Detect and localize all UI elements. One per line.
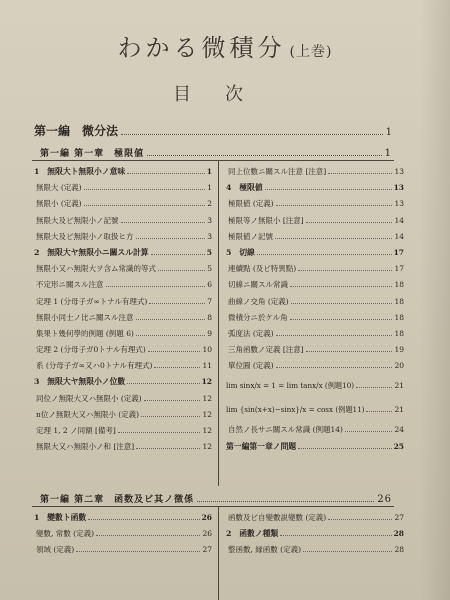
entry-page: 12 [201,377,212,387]
entry-title: 定理 2 (分母子ガ0トナル有理式) [36,345,146,355]
toc-section [34,164,212,180]
entry-title: 弧度法 (定義) [228,328,274,338]
entry-title: 極限値ノ記號 [228,231,273,241]
divider-rule [32,506,394,507]
entry-page: 20 [394,361,404,371]
entry-title: 2 函數ノ種類 [226,529,279,539]
entry-title: 無限小同士ノ比ニ關スル注意 [36,312,134,322]
toc-entry [226,398,404,422]
toc-section [226,245,404,261]
toc-entry [34,391,212,407]
column-divider [218,506,219,600]
toc-heading: 目次 [173,84,277,105]
toc-section [226,180,404,196]
entry-title: 3 無限大ヤ無限小ノ位數 [34,377,126,387]
leader-dots [298,269,392,271]
entry-page: 12 [202,442,212,452]
toc-entry [226,326,404,342]
entry-page: 27 [202,545,212,555]
toc-entry [34,342,212,358]
entry-page: 28 [393,529,404,539]
entry-page: 18 [394,312,404,322]
toc-entry [226,542,404,558]
entry-page: 3 [207,231,212,241]
entry-title: 切線ニ關スル常識 [228,280,288,290]
toc-entry [34,542,212,558]
entry-page: 2 [207,199,212,209]
entry-page: 9 [207,328,212,338]
toc-entry [226,342,404,358]
entry-page: 5 [207,264,212,274]
toc-column-right-2 [226,510,404,559]
leader-dots [149,302,205,304]
leader-dots [84,204,205,206]
entry-page: 13 [394,167,404,176]
leader-dots [154,366,200,368]
leader-dots [280,534,391,536]
toc-entry [226,213,404,229]
toc-section [226,439,404,455]
leader-dots [136,334,205,336]
entry-page: 18 [394,296,404,306]
toc-entry [34,180,212,196]
toc-entry [226,229,404,245]
toc-entry [34,277,212,293]
leader-dots [276,204,393,206]
entry-title: 單位圓 (定義) [228,361,274,371]
chapter-page: 26 [377,494,392,505]
entry-page: 8 [207,312,212,322]
entry-page: 11 [202,361,212,371]
entry-title: 1 變數ト函數 [34,513,87,522]
leader-dots [127,172,205,174]
leader-dots [276,334,393,336]
entry-title: 2 無限大ヤ無限小ニ關スル計算 [34,247,149,257]
entry-title: lim {sin(x+x)−sinx}/x = cosx (例題11) [226,405,365,415]
entry-page: 14 [394,215,404,225]
page-edge-shadow [420,0,450,600]
leader-dots [148,350,201,352]
divider-rule [32,160,394,161]
leader-dots [147,154,381,156]
toc-entry [226,294,404,310]
entry-page: 17 [394,264,404,274]
entry-title: 領域 (定義) [36,545,75,555]
entry-page: 5 [206,247,212,257]
entry-title: 無限小 (定義) [36,199,82,209]
entry-title: 變數, 常數 (定義) [36,529,95,539]
book-title-main: わかる微積分 [117,34,286,62]
leader-dots [84,188,205,190]
entry-page: 13 [394,199,404,209]
entry-title: 整函數, 縁函數 (定義) [228,545,302,555]
leader-dots [276,366,393,368]
entry-title: 不定形ニ關スル注意 [36,280,104,290]
entry-title: 1 無限大ト無限小ノ意味 [34,167,126,176]
entry-page: 21 [394,405,404,415]
toc-entry [34,358,212,374]
entry-title: 無限小又ハ無限大ヲ含ム常識的等式 [36,264,156,274]
toc-entry [34,526,212,542]
entry-title: 曲線ノ交角 (定義) [228,296,289,306]
leader-dots [121,221,206,223]
leader-dots [106,285,206,287]
book-title-volume: (上巻) [289,44,333,60]
toc-entry [34,407,212,423]
leader-dots [76,550,200,552]
entry-title: 5 切線 [226,247,255,257]
leader-dots [96,534,200,536]
entry-title: 函數及ビ自變數説變數 (定義) [228,513,327,522]
toc-entry [34,213,212,229]
entry-title: 定理 1, 2 ノ同額 [備考] [36,426,116,435]
toc-entry [34,310,212,326]
leader-dots [291,302,393,304]
entry-title: 無限大及ビ無限小ノ記號 [36,215,119,225]
entry-page: 26 [201,513,212,522]
leader-dots [197,500,374,502]
toc-entry [226,261,404,277]
leader-dots [127,382,199,384]
entry-page: 18 [394,280,404,290]
leader-dots [290,318,393,320]
entry-title: 自然ノ長サニ關スル常識 (例題14) [228,425,343,435]
leader-dots [290,285,392,287]
toc-section [34,245,212,261]
toc-entry [226,310,404,326]
leader-dots [306,350,393,352]
entry-title: 連續點 (及ビ特異點) [228,264,297,274]
entry-title: 同位ノ無限大又ハ無限小 (定義) [36,393,142,403]
entry-page: 10 [202,345,212,355]
entry-page: 1 [206,167,212,176]
entry-page: 6 [207,280,212,290]
entry-title: 第一編第一章ノ問題 [226,441,297,451]
toc-section [34,510,212,526]
toc-entry [226,374,404,398]
leader-dots [118,431,201,433]
toc-section [226,526,404,542]
leader-dots [356,386,392,388]
toc-entry [34,229,212,245]
leader-dots [345,430,392,432]
entry-title: 三角函數ノ定義 [注意] [228,345,304,355]
leader-dots [328,172,392,174]
entry-title: 極限値 (定義) [228,199,274,209]
leader-dots [265,188,392,190]
chapter-label: 第一編 第二章 函数及ビ其ノ徴係 [40,495,195,505]
book-title [0,28,450,63]
entry-title: lim sinx/x = 1 = lim tanx/x (例題10) [226,381,355,391]
entry-page: 13 [393,183,404,193]
entry-page: 24 [394,425,404,435]
entry-title: 4 極限値 [226,183,263,193]
toc-column-right [226,164,404,455]
entry-page: 27 [394,513,404,522]
leader-dots [144,399,201,401]
column-divider [218,160,219,486]
leader-dots [136,237,206,239]
leader-dots [158,269,205,271]
leader-dots [366,410,392,412]
toc-entry [34,423,212,439]
leader-dots [257,253,392,255]
entry-title: 無限大 (定義) [36,183,82,193]
toc-entry [226,510,404,526]
leader-dots [121,133,383,135]
entry-page: 26 [202,529,212,539]
leader-dots [328,518,392,520]
toc-entry [34,294,212,310]
entry-title: n位ノ無限大又ハ無限小 (定義) [36,409,140,419]
toc-entry [226,196,404,212]
toc-section [34,374,212,390]
toc-entry [226,164,404,180]
entry-title: 無限大及ビ無限小ノ取扱ヒ方 [36,231,134,241]
entry-title: 集果ト幾何學的例題 (例題 6) [36,328,134,338]
entry-title: 無限大又ハ無限小ノ和 [注意] [36,442,135,452]
part-label: 第一編 微分法 [34,124,119,138]
entry-title: 極限等ノ無限小 [注意] [228,215,304,225]
entry-page: 25 [393,441,404,451]
entry-page: 7 [207,296,212,306]
chapter-page: 1 [384,148,392,159]
toc-entry [34,261,212,277]
entry-page: 18 [394,328,404,338]
toc-column-left [34,164,212,455]
entry-page: 12 [202,409,212,419]
toc-entry [226,277,404,293]
toc-column-left-2 [34,510,212,559]
entry-page: 21 [394,381,404,391]
leader-dots [275,237,392,239]
toc-entry [226,358,404,374]
chapter-label: 第一編 第一章 極限値 [40,149,145,159]
entry-page: 12 [202,426,212,435]
entry-title: 定理 1 (分母子ガ∞トナル有理式) [36,296,148,306]
toc-entry [34,196,212,212]
part-page: 1 [385,127,392,138]
entry-page: 19 [394,345,404,355]
entry-title: 同上位數ニ關スル注意 [注意] [228,167,327,176]
leader-dots [88,518,199,520]
leader-dots [303,550,392,552]
entry-page: 12 [202,393,212,403]
part-line [34,122,392,139]
toc-entry [34,439,212,455]
entry-title: 系 (分母子ガ∞又ハ0トナル有理式) [36,361,153,371]
entry-page: 17 [393,247,404,257]
entry-page: 28 [394,545,404,555]
leader-dots [151,253,205,255]
entry-page: 3 [207,215,212,225]
leader-dots [298,447,391,449]
chapter-line-1 [40,146,392,159]
entry-page: 1 [207,183,212,193]
leader-dots [306,221,393,223]
toc-entry [226,422,404,438]
leader-dots [141,415,200,417]
leader-dots [136,318,206,320]
entry-title: 微積分ニ於ケル角 [228,312,288,322]
leader-dots [136,447,200,449]
entry-page: 14 [394,231,404,241]
chapter-line-2 [40,492,392,505]
toc-entry [34,326,212,342]
